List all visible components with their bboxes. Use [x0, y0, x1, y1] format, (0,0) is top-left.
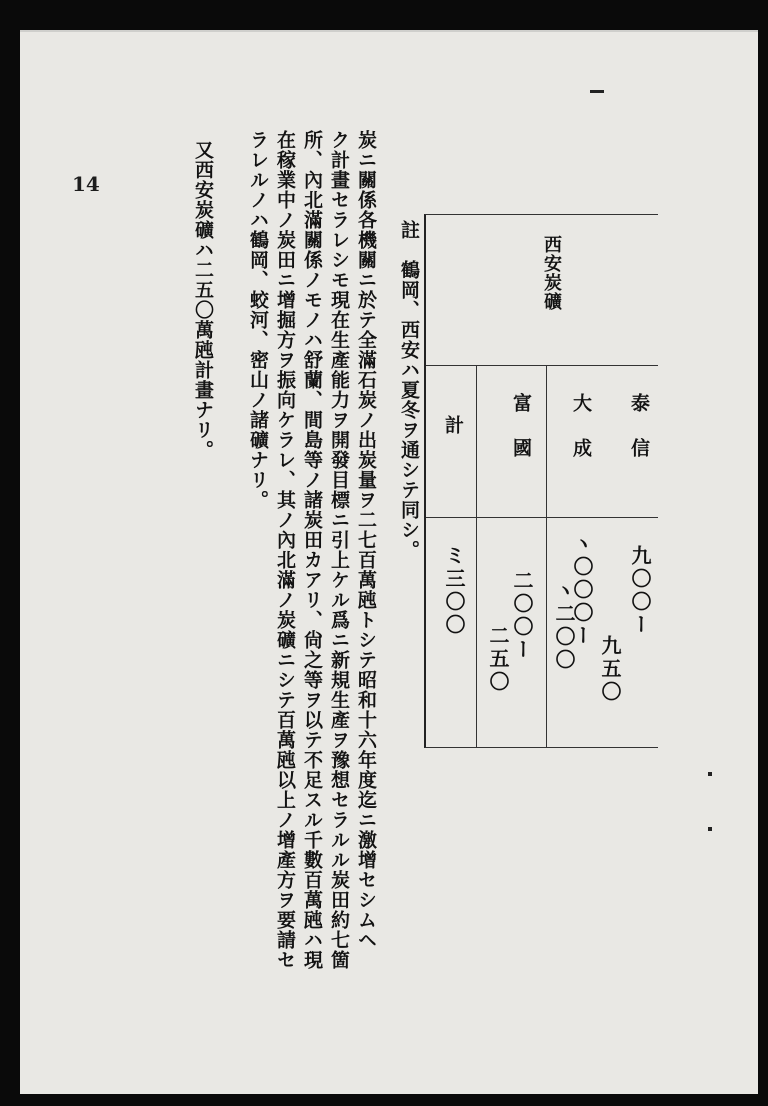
mine-value-taishin: 九〇〇ー — [628, 545, 652, 637]
table-note: 註 鶴岡、西安ハ夏冬ヲ通シテ同シ。 — [398, 220, 420, 560]
body-column-6: 又西安炭礦ハ二五〇萬瓲計畫ナリ。 — [192, 140, 214, 460]
scan-speck — [708, 772, 712, 776]
mine-value-fukoku: 二〇〇ー — [510, 570, 534, 662]
total-label: 計 — [442, 415, 464, 435]
table-title: 西安炭礦 — [541, 235, 562, 311]
total-value: ミ三〇〇 — [442, 545, 466, 637]
scan-speck — [708, 827, 712, 831]
mine-subvalue-taisei: ヽ二〇〇 — [552, 580, 576, 672]
body-column-1: 炭ニ關係各機關ニ於テ全滿石炭ノ出炭量ヲ二七百萬瓲トシテ昭和十六年度迄ニ激增セシムヘ — [355, 130, 377, 950]
mine-subvalue-fukoku: 二五〇 — [486, 625, 510, 694]
mine-table — [424, 214, 658, 748]
mine-name-fukoku: 富國 — [510, 393, 532, 483]
table-divider — [426, 365, 658, 366]
table-divider — [546, 365, 547, 747]
document-page — [20, 30, 758, 1094]
body-column-3: 所、內北滿關係ノモノハ舒蘭、間島等ノ諸炭田カアリ、尙之等ヲ以テ不足スル千數百萬瓲ハ現 — [301, 130, 323, 970]
body-column-4: 在稼業中ノ炭田ニ增掘方ヲ振向ケラレ、其ノ內北滿ノ炭礦ニシテ百萬瓲以上ノ增產方ヲ要請セ — [274, 130, 296, 970]
page-number: 14 — [72, 172, 100, 196]
table-divider — [476, 365, 477, 747]
body-column-5: ラレルノハ鶴岡、蛟河、密山ノ諸礦ナリ。 — [247, 130, 269, 510]
body-column-2: ク計畫セラレシモ現在生產能力ヲ開發目標ニ引上ケル爲ニ新規生產ヲ豫想セラルル炭田約七箇 — [328, 130, 350, 970]
mine-name-taishin: 泰信 — [628, 393, 650, 483]
mine-subvalue-taishin: 九五〇 — [598, 635, 622, 704]
mine-name-taisei: 大成 — [570, 393, 592, 483]
table-divider — [426, 517, 658, 518]
scan-speck — [590, 90, 604, 93]
mine-value-taisei: ヽ〇〇〇ー — [570, 533, 594, 648]
